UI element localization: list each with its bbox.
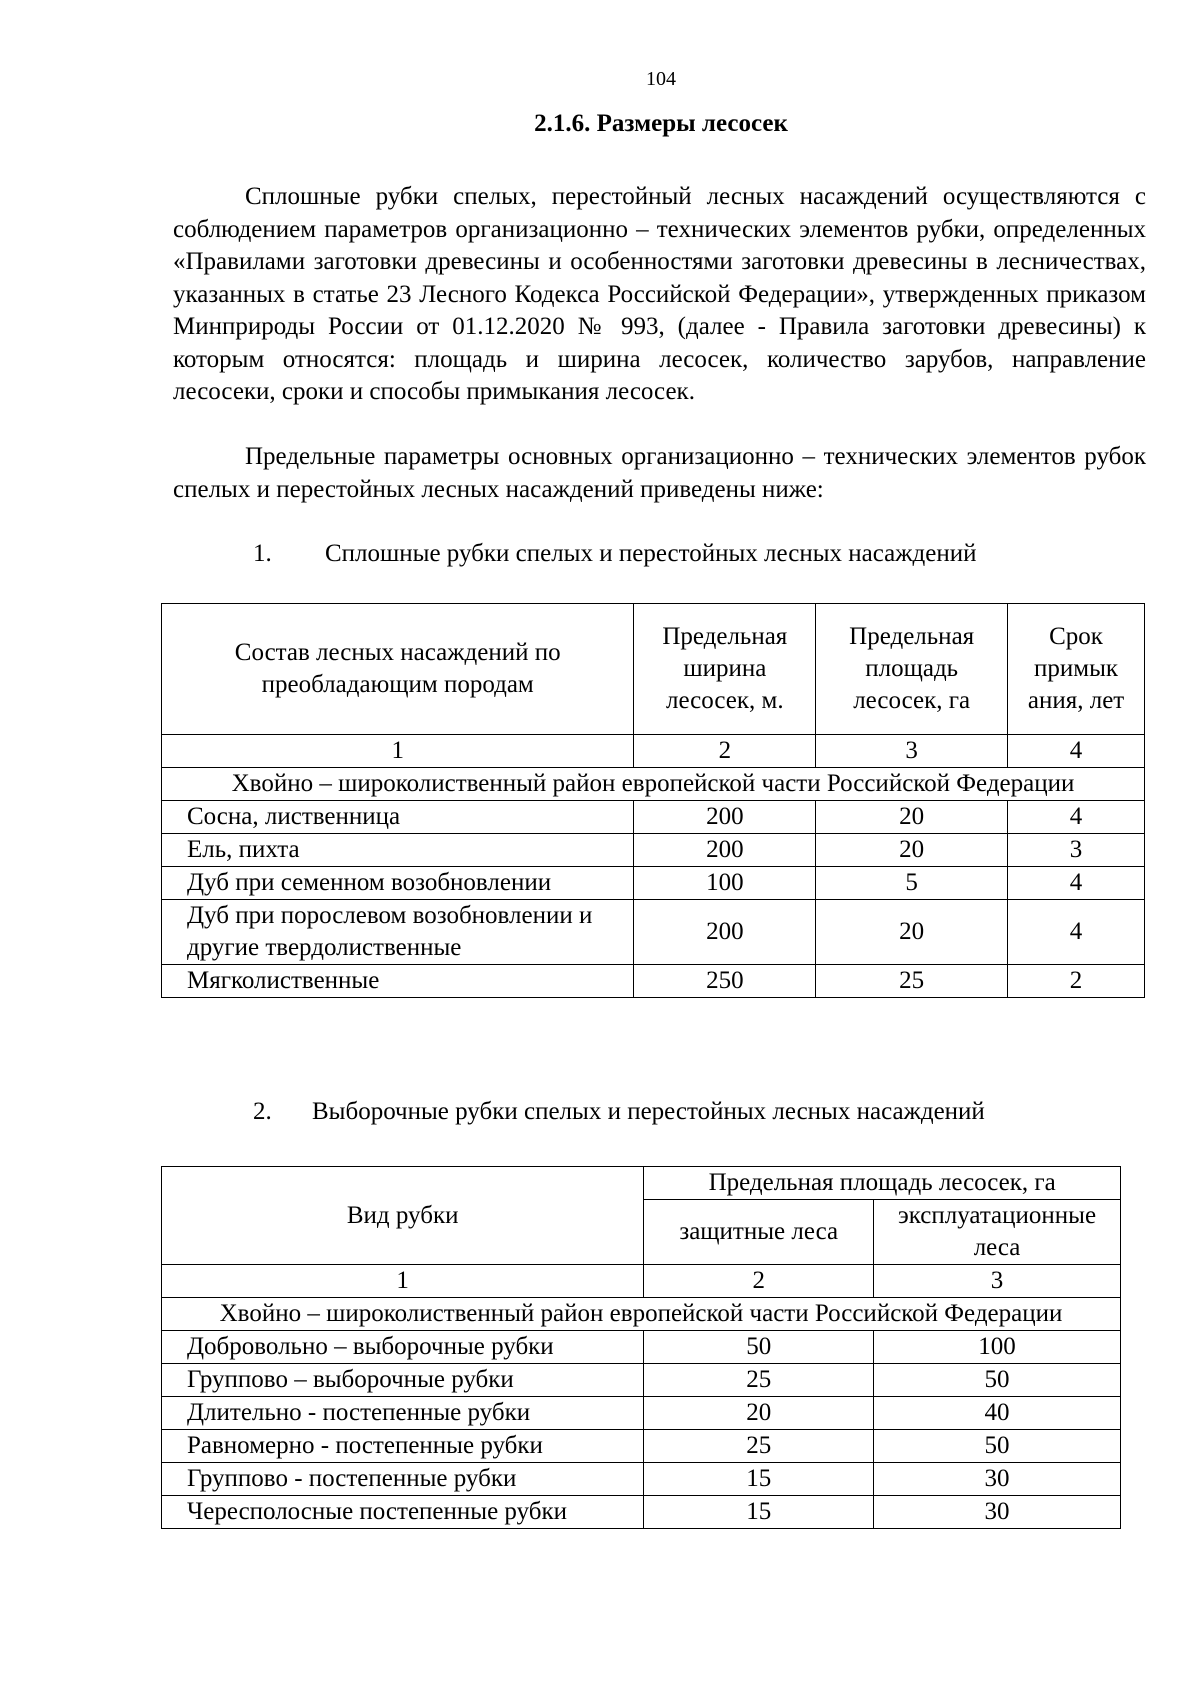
table2-cell-protective: 20: [644, 1397, 874, 1430]
table2-colnum: 2: [644, 1265, 874, 1298]
table2-cell-protective: 15: [644, 1496, 874, 1529]
table2-cell-protective: 50: [644, 1331, 874, 1364]
table2-cell-exploitation: 40: [874, 1397, 1121, 1430]
table2-header-row: [162, 1167, 1121, 1200]
table1-cell-composition: Ель, пихта: [162, 834, 634, 867]
table1-caption: [173, 540, 1173, 568]
table1-colnum: 1: [162, 735, 634, 768]
table-selective-cuttings: [161, 1166, 1121, 1529]
table-row: [162, 834, 1145, 867]
table2-cell-exploitation: 100: [874, 1331, 1121, 1364]
table2-column-numbers-row: [162, 1265, 1121, 1298]
table2-cell-type: Добровольно – выборочные рубки: [162, 1331, 644, 1364]
table1-cell-term: 4: [1008, 867, 1145, 900]
table1-cell-area: 20: [816, 801, 1008, 834]
table1-cell-area: 20: [816, 900, 1008, 965]
table2-cell-exploitation: 50: [874, 1430, 1121, 1463]
table1-caption-text: Сплошные рубки спелых и перестойных лесных насаждений: [325, 540, 977, 567]
table2-cell-exploitation: 30: [874, 1496, 1121, 1529]
table2-cell-type: Группово – выборочные рубки: [162, 1364, 644, 1397]
table2-caption-text: Выборочные рубки спелых и перестойных лесных насаждений: [312, 1098, 985, 1125]
table-row: [162, 801, 1145, 834]
paragraph-2: Предельные параметры основных организационно – технических элементов рубок спелых и перестойных лесных насаждений приведены ниже:: [173, 443, 1146, 503]
table-row: [162, 1331, 1121, 1364]
table2-header-group: Предельная площадь лесосек, га: [644, 1167, 1121, 1200]
table1-cell-width: 200: [634, 900, 816, 965]
table2-colnum: 1: [162, 1265, 644, 1298]
table2-caption-number: 2.: [253, 1098, 272, 1125]
table2-cell-type: Чересполосные постепенные рубки: [162, 1496, 644, 1529]
table-clear-cuttings: [161, 603, 1145, 998]
table2-cell-protective: 25: [644, 1430, 874, 1463]
table1-cell-width: 250: [634, 965, 816, 998]
table1-colnum: 3: [816, 735, 1008, 768]
table2-region: Хвойно – широколиственный район европейской части Российской Федерации: [162, 1298, 1121, 1331]
table1-header-composition: Состав лесных насаждений по преобладающим породам: [162, 604, 634, 735]
table2-header-exploitation: эксплуатационные леса: [874, 1200, 1121, 1265]
table1-cell-width: 200: [634, 834, 816, 867]
table1-region: Хвойно – широколиственный район европейской части Российской Федерации: [162, 768, 1145, 801]
table-row: [162, 1364, 1121, 1397]
table2-region-row: [162, 1298, 1121, 1331]
table-row: [162, 1397, 1121, 1430]
table1-header-row: [162, 604, 1145, 735]
table2-cell-exploitation: 30: [874, 1463, 1121, 1496]
table1-cell-term: 3: [1008, 834, 1145, 867]
table-row: [162, 1463, 1121, 1496]
table1-cell-composition: Мягколиственные: [162, 965, 634, 998]
table-row: [162, 1496, 1121, 1529]
table1-header-area: Предельная площадь лесосек, га: [816, 604, 1008, 735]
table1-region-row: [162, 768, 1145, 801]
table2-header-protective: защитные леса: [644, 1200, 874, 1265]
table1-cell-area: 20: [816, 834, 1008, 867]
table1-cell-term: 2: [1008, 965, 1145, 998]
table1-header-adjacency: Срок примык ания, лет: [1008, 604, 1145, 735]
table1-cell-composition: Дуб при семенном возобновлении: [162, 867, 634, 900]
table1-cell-area: 5: [816, 867, 1008, 900]
page-number: 104: [646, 68, 676, 90]
table2-cell-type: Длительно - постепенные рубки: [162, 1397, 644, 1430]
table1-cell-term: 4: [1008, 801, 1145, 834]
table-row: [162, 1430, 1121, 1463]
table2-cell-protective: 25: [644, 1364, 874, 1397]
table1-colnum: 4: [1008, 735, 1145, 768]
table1-cell-area: 25: [816, 965, 1008, 998]
table1-header-width: Предельная ширина лесосек, м.: [634, 604, 816, 735]
table1-cell-term: 4: [1008, 900, 1145, 965]
table1-caption-number: 1.: [253, 540, 272, 567]
section-title: 2.1.6. Размеры лесосек: [534, 110, 788, 137]
table2-cell-protective: 15: [644, 1463, 874, 1496]
table-row: [162, 900, 1145, 965]
paragraph-1: Сплошные рубки спелых, перестойный лесных насаждений осуществляются с соблюдением параметров организационно – технических элементов рубки, определенных «Правилами заготовки древесины и особенностями заготовки древесины в лесничествах, указанных в статье 23 Лесного Кодекса Российской Федерации», утвержденных приказом Минприроды России от 01.12.2020 № 993, (далее - Правила заготовки древесины) к которым относятся: площадь и ширина лесосек, количество зарубов, направление лесосеки, сроки и способы примыкания лесосек.: [173, 183, 1146, 405]
table2-colnum: 3: [874, 1265, 1121, 1298]
table-row: [162, 965, 1145, 998]
table2-caption: [173, 1098, 1173, 1126]
table1-column-numbers-row: [162, 735, 1145, 768]
table1-cell-composition: Дуб при порослевом возобновлении и другие твердолиственные: [162, 900, 634, 965]
table1-colnum: 2: [634, 735, 816, 768]
table2-header-type: Вид рубки: [162, 1167, 644, 1265]
table1-cell-composition: Сосна, лиственница: [162, 801, 634, 834]
table2-cell-exploitation: 50: [874, 1364, 1121, 1397]
table2-cell-type: Группово - постепенные рубки: [162, 1463, 644, 1496]
table1-cell-width: 200: [634, 801, 816, 834]
table-row: [162, 867, 1145, 900]
table2-cell-type: Равномерно - постепенные рубки: [162, 1430, 644, 1463]
table1-cell-width: 100: [634, 867, 816, 900]
